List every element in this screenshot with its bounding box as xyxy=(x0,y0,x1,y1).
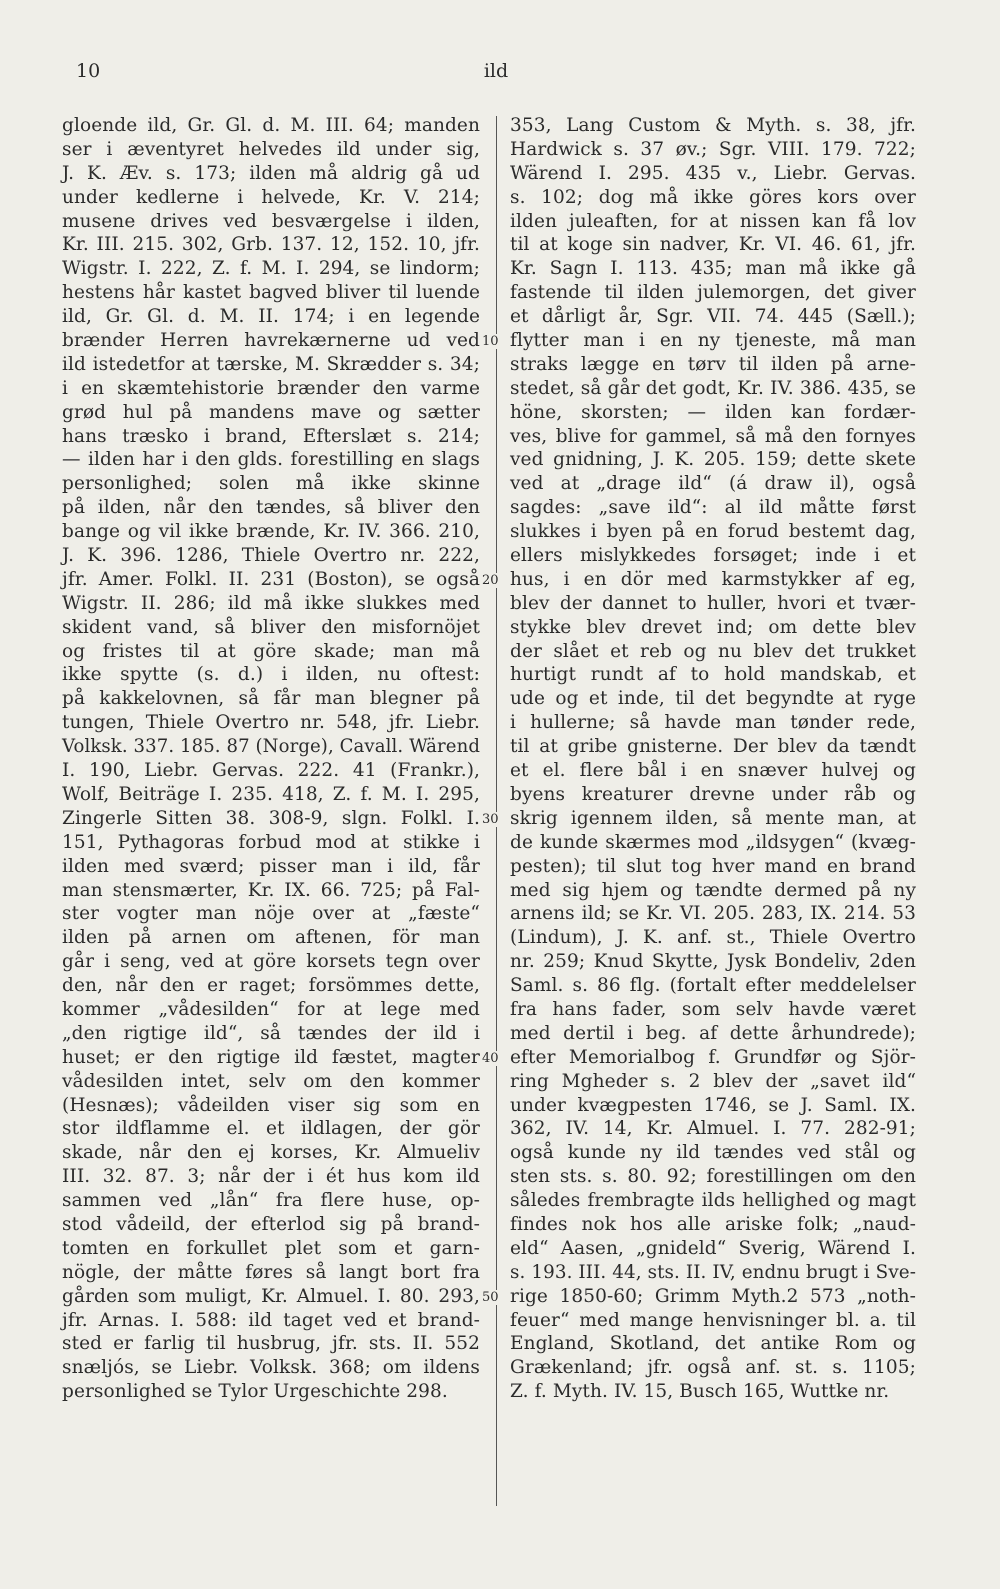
text-line: skade, når den ej korses, Kr. Almueliv xyxy=(62,1142,480,1164)
text-line: sagdes: „save ild“: al ild måtte først xyxy=(510,497,916,519)
text-line: (Hesnæs); vådeilden viser sig som en xyxy=(62,1094,480,1116)
text-line: ser i æventyret helvedes ild under sig, xyxy=(62,138,480,160)
text-line: flytter man i en ny tjeneste, må man xyxy=(510,330,916,352)
text-line: 362, IV. 14, Kr. Almuel. I. 77. 282-91; xyxy=(510,1118,916,1140)
text-line: ster vogter man nöje over at „fæste“ xyxy=(62,903,480,925)
text-line: byens kreaturer drevne under råb og xyxy=(510,783,916,805)
text-line: musene drives ved besværgelse i ilden, xyxy=(62,210,480,232)
text-line: et dårligt år, Sgr. VII. 74. 445 (Sæll.); xyxy=(510,306,916,328)
text-line: s. 102; dog må ikke göres kors over xyxy=(510,186,916,208)
text-line: går i seng, ved at göre korsets tegn over xyxy=(62,951,480,973)
text-line: til at koge sin nadver, Kr. VI. 46. 61, jfr. xyxy=(510,234,916,256)
text-line: Grækenland; jfr. også anf. st. s. 1105; xyxy=(510,1357,916,1379)
text-line: hurtigt rundt af to hold mandskab, et xyxy=(510,664,916,686)
text-line: J. K. Æv. s. 173; ilden må aldrig gå ud xyxy=(62,162,480,184)
text-line: huset; er den rigtige ild fæstet, magter xyxy=(62,1046,480,1068)
text-line: man stensmærter, Kr. IX. 66. 725; på Fal- xyxy=(62,879,480,901)
text-line: ilden på arnen om aftenen, för man xyxy=(62,927,480,949)
text-line: ilden juleaften, for at nissen kan få lov xyxy=(510,210,916,232)
text-line: findes nok hos alle ariske folk; „naud- xyxy=(510,1213,916,1235)
text-line: stod vådeild, der efterlod sig på brand- xyxy=(62,1213,480,1235)
text-line: på kakkelovnen, så får man blegner på xyxy=(62,688,480,710)
text-line: tomten en forkullet plet som et garn- xyxy=(62,1237,480,1259)
text-line: skident vand, så bliver den misfornöjet xyxy=(62,616,480,638)
running-head: ild xyxy=(483,60,509,82)
text-line: vådesilden intet, selv om den kommer xyxy=(62,1070,480,1092)
text-line: 353, Lang Custom & Myth. s. 38, jfr. xyxy=(510,115,916,136)
text-line: Volksk. 337. 185. 87 (Norge), Cavall. Wärend xyxy=(62,736,480,758)
text-line: Zingerle Sitten 38. 308-9, slgn. Folkl. I. xyxy=(62,807,480,829)
text-line: Hardwick s. 37 øv.; Sgr. VIII. 179. 722; xyxy=(510,138,916,160)
text-line: i en skæmtehistorie brænder den varme xyxy=(62,377,480,399)
text-line: således frembragte ilds hellighed og magt xyxy=(510,1190,916,1212)
text-line: under kvægpesten 1746, se J. Saml. IX. xyxy=(510,1094,916,1116)
text-line: — ilden har i den glds. forestilling en slags xyxy=(62,449,480,471)
text-line: efter Memorialbog f. Grundfør og Sjör- xyxy=(510,1046,916,1068)
text-line: Wolf, Beiträge I. 235. 418, Z. f. M. I. 295, xyxy=(62,783,480,805)
text-line: brænder Herren havrekærnerne ud ved xyxy=(62,330,480,352)
text-line: ved gnidning, J. K. 205. 159; dette skete xyxy=(510,449,916,471)
text-line: ude og et inde, til det begyndte at ryge xyxy=(510,688,916,710)
text-line: nögle, der måtte føres så langt bort fra xyxy=(62,1261,480,1283)
text-line: grød hul på mandens mave og sætter xyxy=(62,401,480,423)
text-line: Wigstr. II. 286; ild må ikke slukkes med xyxy=(62,592,480,614)
text-line: ellers mislykkedes forsøget; inde i et xyxy=(510,545,916,567)
text-line: „den rigtige ild“, så tændes der ild i xyxy=(62,1022,480,1044)
line-number: 20 xyxy=(482,573,510,588)
text-line: ved at „drage ild“ (á draw il), også xyxy=(510,473,916,495)
right-text-column xyxy=(510,114,920,1404)
text-line: ves, blive for gammel, så må den fornyes xyxy=(510,425,916,447)
text-line: ilden med sværd; pisser man i ild, får xyxy=(62,855,480,877)
text-line: jfr. Amer. Folkl. II. 231 (Boston), se også xyxy=(62,568,480,590)
text-line: III. 32. 87. 3; når der i ét hus kom ild xyxy=(62,1166,480,1188)
text-line: der slået et reb og nu blev det trukket xyxy=(510,640,916,662)
text-line: personlighed; solen må ikke skinne xyxy=(62,473,480,495)
text-line: personlighed se Tylor Urgeschichte 298. xyxy=(62,1381,448,1403)
text-line: sammen ved „lån“ fra flere huse, op- xyxy=(62,1190,480,1212)
text-line: jfr. Arnas. I. 588: ild taget ved et brand- xyxy=(62,1309,480,1331)
text-line: skrig igennem ilden, så mente man, at xyxy=(510,807,916,829)
text-line: og fristes til at göre skade; man må xyxy=(62,640,480,662)
text-line: blev der dannet to huller, hvori et tvær- xyxy=(510,592,916,614)
page-header xyxy=(76,60,916,90)
text-line: pesten); til slut tog hver mand en brand xyxy=(510,855,916,877)
text-line: fra hans fader, som selv havde været xyxy=(510,998,916,1020)
text-line: gloende ild, Gr. Gl. d. M. III. 64; manden xyxy=(62,115,480,136)
text-line: höne, skorsten; — ilden kan fordær- xyxy=(510,401,916,423)
text-line: 151, Pythagoras forbud mod at stikke i xyxy=(62,831,480,853)
text-line: fastende til ilden julemorgen, det giver xyxy=(510,282,916,304)
text-line: J. K. 396. 1286, Thiele Overtro nr. 222, xyxy=(62,545,480,567)
text-line: Kr. III. 215. 302, Grb. 137. 12, 152. 10, jfr. xyxy=(62,234,480,256)
line-number: 50 xyxy=(482,1290,510,1305)
text-line: den, når den er raget; forsömmes dette, xyxy=(62,975,480,997)
text-line: rige 1850-60; Grimm Myth.2 573 „noth- xyxy=(510,1285,916,1307)
text-line: Z. f. Myth. IV. 15, Busch 165, Wuttke nr. xyxy=(510,1381,890,1403)
left-text-column xyxy=(62,114,482,1404)
text-line: sted er farlig til husbrug, jfr. sts. II. 552 xyxy=(62,1333,480,1355)
text-line: hestens hår kastet bagved bliver til luende xyxy=(62,282,480,304)
text-line: kommer „vådesilden“ for at lege med xyxy=(62,998,480,1020)
line-number: 10 xyxy=(482,334,510,349)
text-line: ild istedetfor at tærske, M. Skrædder s. 34; xyxy=(62,353,480,375)
text-line: gården som muligt, Kr. Almuel. I. 80. 293, xyxy=(62,1285,480,1307)
text-line: hans træsko i brand, Efterslæt s. 214; xyxy=(62,425,480,447)
text-line: ring Mgheder s. 2 blev der „savet ild“ xyxy=(510,1070,916,1092)
text-line: Saml. s. 86 flg. (fortalt efter meddelelser xyxy=(510,975,916,997)
text-line: snæljós, se Liebr. Volksk. 368; om ildens xyxy=(62,1357,480,1379)
line-number: 40 xyxy=(482,1051,510,1066)
text-line: eld“ Aasen, „gnideld“ Sverig, Wärend I. xyxy=(510,1237,916,1259)
text-line: stykke blev drevet ind; om dette blev xyxy=(510,616,916,638)
text-line: til at gribe gnisterne. Der blev da tændt xyxy=(510,736,916,758)
text-line: slukkes i byen på en forud bestemt dag, xyxy=(510,521,916,543)
text-line: de kunde skærmes mod „ildsygen“ (kvæg- xyxy=(510,831,916,853)
text-line: straks lægge en tørv til ilden på arne- xyxy=(510,353,916,375)
text-line: på ilden, når den tændes, så bliver den xyxy=(62,497,480,519)
text-line: sten sts. s. 80. 92; forestillingen om den xyxy=(510,1166,916,1188)
text-line: stor ildflamme el. et ildlagen, der gör xyxy=(62,1118,480,1140)
text-line: Kr. Sagn I. 113. 435; man må ikke gå xyxy=(510,258,916,280)
text-line: Wärend I. 295. 435 v., Liebr. Gervas. xyxy=(510,162,916,184)
text-line: med dertil i beg. af dette århundrede); xyxy=(510,1022,916,1044)
text-line: hus, i en dör med karmstykker af eg, xyxy=(510,568,916,590)
text-line: I. 190, Liebr. Gervas. 222. 41 (Frankr.), xyxy=(62,760,480,782)
text-line: i hullerne; så havde man tønder rede, xyxy=(510,712,916,734)
text-line: arnens ild; se Kr. VI. 205. 283, IX. 214. 53 xyxy=(510,903,916,925)
text-line: stedet, så går det godt, Kr. IV. 386. 435, se xyxy=(510,377,916,399)
text-line: tungen, Thiele Overtro nr. 548, jfr. Liebr. xyxy=(62,712,480,734)
text-line: ikke spytte (s. d.) i ilden, nu oftest: xyxy=(62,664,480,686)
text-line: også kunde ny ild tændes ved stål og xyxy=(510,1142,916,1164)
text-line: ild, Gr. Gl. d. M. II. 174; i en legende xyxy=(62,306,480,328)
text-line: nr. 259; Knud Skytte, Jysk Bondeliv, 2den xyxy=(510,951,916,973)
text-line: (Lindum), J. K. anf. st., Thiele Overtro xyxy=(510,927,916,949)
text-line: under kedlerne i helvede, Kr. V. 214; xyxy=(62,186,480,208)
text-line: et el. flere bål i en snæver hulvej og xyxy=(510,760,916,782)
text-line: England, Skotland, det antike Rom og xyxy=(510,1333,916,1355)
text-line: med sig hjem og tændte dermed på ny xyxy=(510,879,916,901)
text-line: s. 193. III. 44, sts. II. IV, endnu brugt i Sve- xyxy=(510,1261,916,1283)
text-line: Wigstr. I. 222, Z. f. M. I. 294, se lindorm; xyxy=(62,258,480,280)
text-line: bange og vil ikke brænde, Kr. IV. 366. 210, xyxy=(62,521,480,543)
line-number: 30 xyxy=(482,812,510,827)
page-number: 10 xyxy=(76,60,101,82)
text-line: feuer“ med mange henvisninger bl. a. til xyxy=(510,1309,916,1331)
